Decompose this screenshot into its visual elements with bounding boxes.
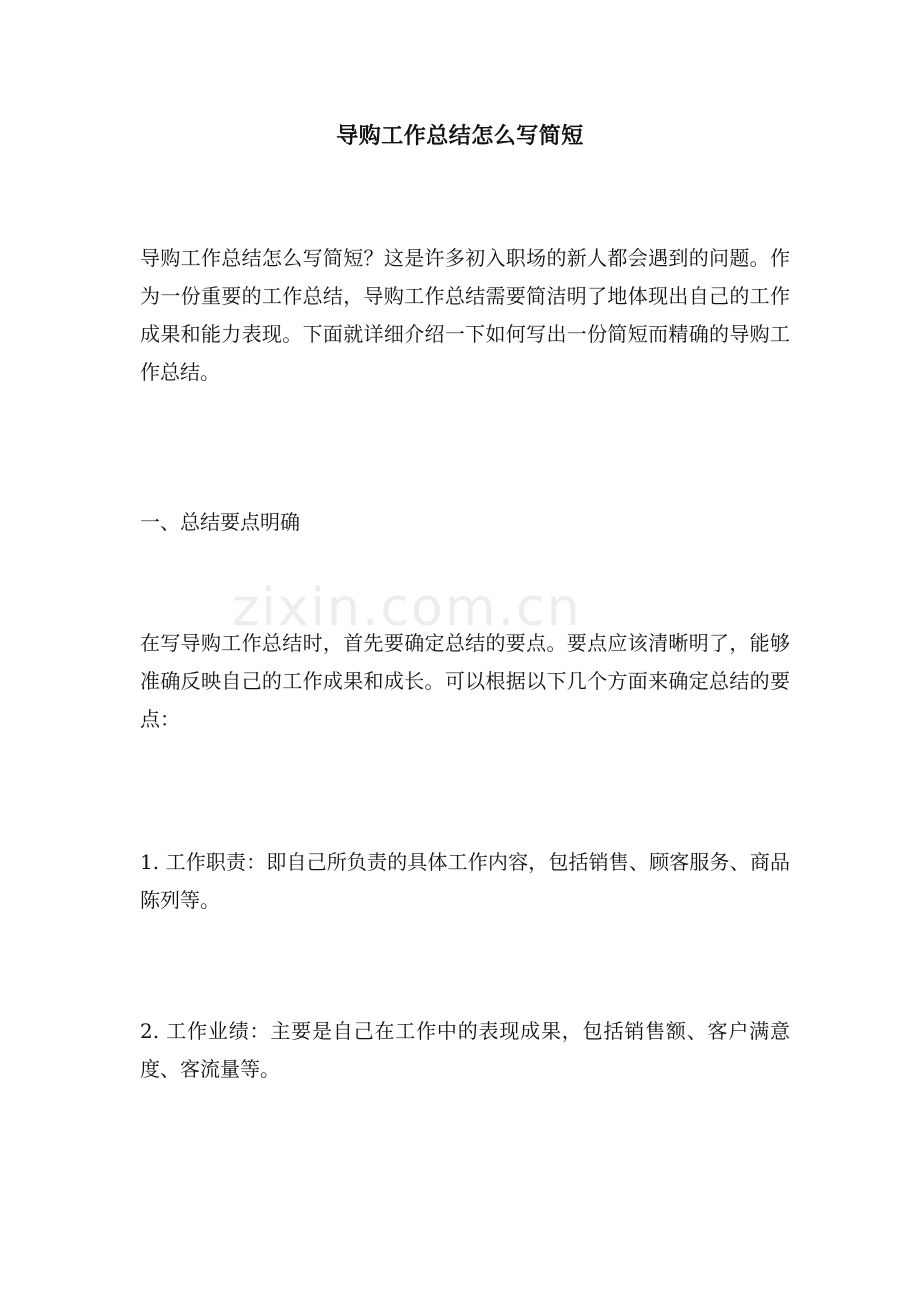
list-item-1: 1. 工作职责：即自己所负责的具体工作内容，包括销售、顾客服务、商品陈列等。 [140,850,790,912]
body-paragraph: 在写导购工作总结时，首先要确定总结的要点。要点应该清晰明了，能够准确反映自己的工作成果和成长。可以根据以下几个方面来确定总结的要点： [140,631,790,731]
section-heading: 一、总结要点明确 [140,510,300,534]
list-item-2: 2. 工作业绩：主要是自己在工作中的表现成果，包括销售额、客户满意度、客流量等。 [140,1019,790,1081]
watermark: zixin.com.cn [232,578,582,638]
intro-paragraph: 导购工作总结怎么写简短？这是许多初入职场的新人都会遇到的问题。作为一份重要的工作总结，导购工作总结需要简洁明了地体现出自己的工作成果和能力表现。下面就详细介绍一下如何写出一份简短而精确的导购工作总结。 [140,246,790,384]
document-title: 导购工作总结怎么写简短 [336,123,584,149]
